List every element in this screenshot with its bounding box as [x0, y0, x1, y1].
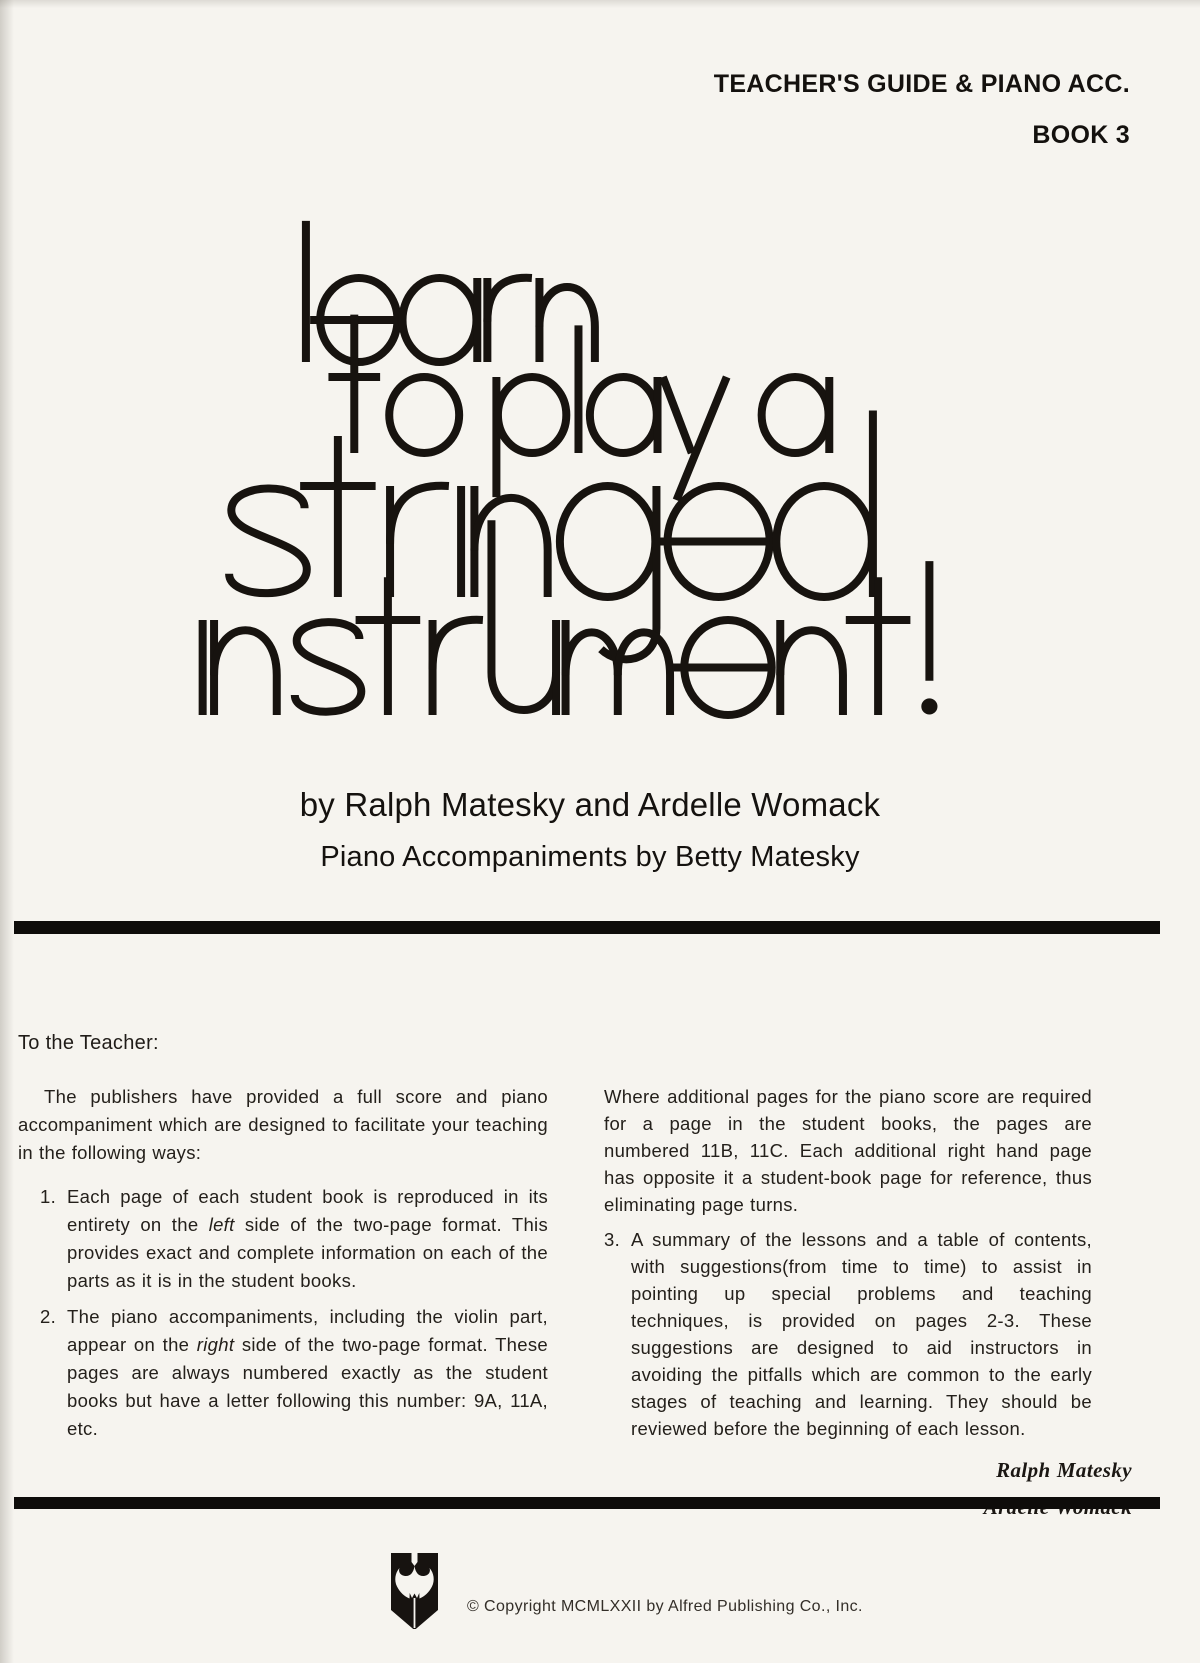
column-right	[604, 1083, 1132, 1526]
divider-rule-bottom	[14, 1497, 1160, 1509]
item-text-segment: Each page of each student book is reproduced in its entirety on the	[67, 1186, 548, 1235]
byline-piano: Piano Accompaniments by Betty Matesky	[320, 841, 860, 873]
item-number: 3.	[604, 1229, 621, 1250]
item-text-segment: side of the two-page format. These pages are always numbered exactly as the student books but have a letter following this number: 9A, 11A, etc.	[67, 1334, 549, 1439]
numbered-item-2	[40, 1303, 548, 1443]
copyright-line: © Copyright MCMLXXII by Alfred Publishing Co., Inc.	[467, 1598, 863, 1615]
divider-rule-top	[14, 921, 1160, 934]
item-text	[67, 1183, 548, 1295]
column-left	[18, 1083, 548, 1451]
item-text-emphasis: left	[208, 1214, 235, 1235]
item-text-emphasis: right	[196, 1334, 235, 1355]
alfred-publishing-logo-icon	[391, 1553, 438, 1631]
signature-block	[604, 1452, 1132, 1526]
item-number: 2.	[40, 1306, 57, 1327]
item-text: A summary of the lessons and a table of contents, with suggestions(from time to time) to assist in pointing up special problems and teaching techniques, is provided on pages 2-3. These suggestions are designed to aid instructors in avoiding the pitfalls which are common to the early stages of teaching and learning. They should be reviewed before the beginning of each lesson.	[631, 1229, 1092, 1439]
right-paragraph: Where additional pages for the piano score are required for a page in the student books, the pages are numbered 11B, 11C. Each additional right hand page has opposite it a student-book page for reference, thus eliminating page turns.	[604, 1086, 1092, 1215]
section-heading: To the Teacher:	[18, 1032, 159, 1054]
item-number: 1.	[40, 1186, 57, 1207]
signature-line: Ralph Matesky	[996, 1458, 1132, 1482]
item-text-segment: side of the two-page format. This provides exact and complete information on each of the parts as it is in the student books.	[67, 1214, 548, 1291]
item-text	[67, 1303, 548, 1443]
title-logo	[0, 0, 1200, 800]
numbered-item-1	[40, 1183, 548, 1295]
byline-authors: by Ralph Matesky and Ardelle Womack	[299, 786, 881, 823]
item-text-segment: The piano accompaniments, including the violin part, appear on the	[67, 1306, 548, 1355]
guide-title: TEACHER'S GUIDE & PIANO ACC.	[713, 70, 1130, 98]
intro-paragraph: The publishers have provided a full score and piano accompaniment which are designed to facilitate your teaching in the following ways:	[18, 1086, 548, 1163]
book-number: BOOK 3	[1032, 121, 1130, 149]
shield-slit	[414, 1598, 416, 1628]
numbered-item-3	[604, 1226, 1092, 1442]
